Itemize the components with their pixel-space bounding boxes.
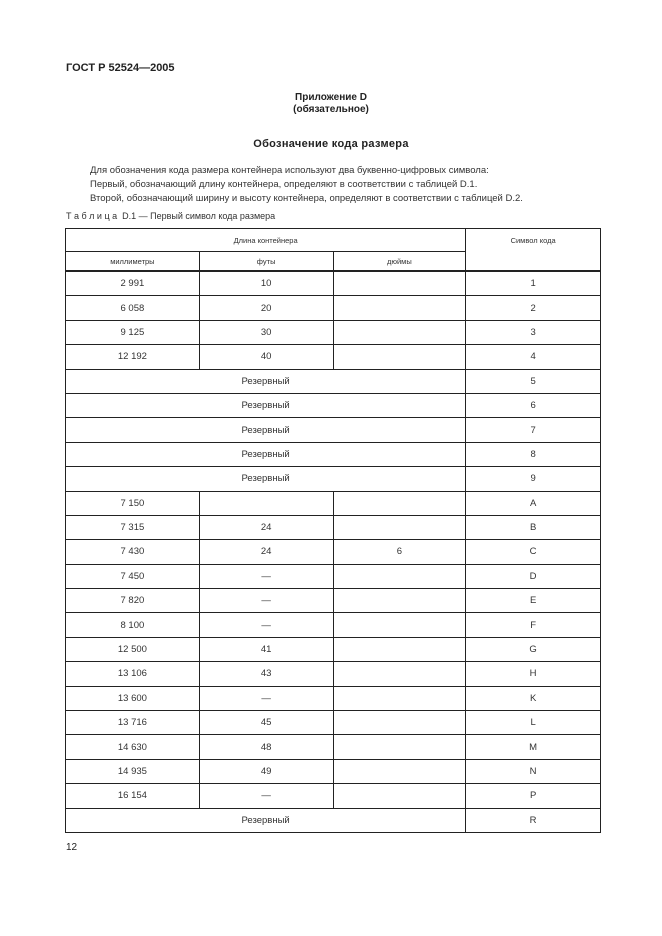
in-cell bbox=[333, 320, 466, 344]
mm-cell: 13 106 bbox=[66, 662, 200, 686]
mm-cell: 9 125 bbox=[66, 320, 200, 344]
mm-cell: 16 154 bbox=[66, 784, 200, 808]
table-row bbox=[66, 393, 601, 417]
mm-cell: 6 058 bbox=[66, 296, 200, 320]
mm-cell: 7 820 bbox=[66, 589, 200, 613]
ft-cell: 10 bbox=[199, 271, 333, 296]
code-cell: L bbox=[466, 711, 601, 735]
mm-cell: 2 991 bbox=[66, 271, 200, 296]
ft-cell: 24 bbox=[199, 540, 333, 564]
code-cell: K bbox=[466, 686, 601, 710]
code-cell: N bbox=[466, 759, 601, 783]
code-cell: H bbox=[466, 662, 601, 686]
in-cell bbox=[333, 296, 466, 320]
in-cell bbox=[333, 491, 466, 515]
doc-code: ГОСТ Р 52524—2005 bbox=[66, 62, 175, 74]
table-row bbox=[66, 711, 601, 735]
in-cell bbox=[333, 784, 466, 808]
mm-cell: 7 150 bbox=[66, 491, 200, 515]
reserved-cell: Резервный bbox=[66, 467, 466, 491]
ft-cell: 41 bbox=[199, 637, 333, 661]
table-row bbox=[66, 662, 601, 686]
mm-cell: 7 430 bbox=[66, 540, 200, 564]
table-row bbox=[66, 515, 601, 539]
mm-cell: 12 500 bbox=[66, 637, 200, 661]
appendix-title: Приложение D bbox=[295, 92, 367, 103]
reserved-cell: Резервный bbox=[66, 418, 466, 442]
mm-cell: 14 630 bbox=[66, 735, 200, 759]
column-header-mm: миллиметры bbox=[66, 252, 200, 272]
paragraph: Первый, обозначающий длину контейнера, определяют в соответствии с таблицей D.1. bbox=[90, 179, 478, 190]
code-cell: M bbox=[466, 735, 601, 759]
mm-cell: 13 716 bbox=[66, 711, 200, 735]
reserved-cell: Резервный bbox=[66, 393, 466, 417]
table-row bbox=[66, 686, 601, 710]
table-row bbox=[66, 637, 601, 661]
table-row bbox=[66, 808, 601, 832]
in-cell bbox=[333, 662, 466, 686]
page-number: 12 bbox=[66, 842, 78, 853]
ft-cell: — bbox=[199, 564, 333, 588]
code-cell: F bbox=[466, 613, 601, 637]
column-header-ft: футы bbox=[199, 252, 333, 272]
table-caption: Т а б л и ц а D.1 — Первый символ кода размера bbox=[66, 211, 276, 221]
in-cell bbox=[333, 589, 466, 613]
code-cell: D bbox=[466, 564, 601, 588]
table-row bbox=[66, 442, 601, 466]
in-cell bbox=[333, 564, 466, 588]
reserved-cell: Резервный bbox=[66, 369, 466, 393]
ft-cell: — bbox=[199, 686, 333, 710]
in-cell: 6 bbox=[333, 540, 466, 564]
code-cell: 9 bbox=[466, 467, 601, 491]
table-row bbox=[66, 369, 601, 393]
code-cell: R bbox=[466, 808, 601, 832]
table-row bbox=[66, 564, 601, 588]
column-header-in: дюймы bbox=[333, 252, 466, 272]
in-cell bbox=[333, 711, 466, 735]
code-cell: B bbox=[466, 515, 601, 539]
in-cell bbox=[333, 686, 466, 710]
table-row bbox=[66, 540, 601, 564]
code-cell: A bbox=[466, 491, 601, 515]
table-row bbox=[66, 759, 601, 783]
ft-cell: 43 bbox=[199, 662, 333, 686]
table-row bbox=[66, 345, 601, 369]
size-code-table bbox=[65, 228, 601, 833]
code-header: Символ кода bbox=[466, 229, 601, 272]
table-row bbox=[66, 491, 601, 515]
table-row bbox=[66, 296, 601, 320]
table-row bbox=[66, 613, 601, 637]
code-cell: 7 bbox=[466, 418, 601, 442]
paragraph: Второй, обозначающий ширину и высоту контейнера, определяют в соответствии с таблицей D.2. bbox=[90, 193, 523, 204]
table-row bbox=[66, 418, 601, 442]
section-title: Обозначение кода размера bbox=[253, 138, 409, 150]
in-cell bbox=[333, 271, 466, 296]
code-cell: 4 bbox=[466, 345, 601, 369]
ft-cell: 48 bbox=[199, 735, 333, 759]
ft-cell: 49 bbox=[199, 759, 333, 783]
in-cell bbox=[333, 735, 466, 759]
ft-cell: 40 bbox=[199, 345, 333, 369]
in-cell bbox=[333, 515, 466, 539]
code-cell: P bbox=[466, 784, 601, 808]
table-row bbox=[66, 735, 601, 759]
code-cell: E bbox=[466, 589, 601, 613]
table-row bbox=[66, 589, 601, 613]
ft-cell: — bbox=[199, 613, 333, 637]
ft-cell: 45 bbox=[199, 711, 333, 735]
in-cell bbox=[333, 759, 466, 783]
appendix-status: (обязательное) bbox=[293, 104, 369, 115]
mm-cell: 8 100 bbox=[66, 613, 200, 637]
ft-cell bbox=[199, 491, 333, 515]
mm-cell: 7 450 bbox=[66, 564, 200, 588]
reserved-cell: Резервный bbox=[66, 808, 466, 832]
ft-cell: — bbox=[199, 784, 333, 808]
code-cell: 8 bbox=[466, 442, 601, 466]
table-row bbox=[66, 320, 601, 344]
code-cell: G bbox=[466, 637, 601, 661]
code-cell: 3 bbox=[466, 320, 601, 344]
reserved-cell: Резервный bbox=[66, 442, 466, 466]
group-header: Длина контейнера bbox=[66, 229, 466, 252]
code-cell: 6 bbox=[466, 393, 601, 417]
ft-cell: 24 bbox=[199, 515, 333, 539]
mm-cell: 13 600 bbox=[66, 686, 200, 710]
ft-cell: 20 bbox=[199, 296, 333, 320]
intro-text bbox=[90, 164, 523, 206]
mm-cell: 14 935 bbox=[66, 759, 200, 783]
code-cell: 1 bbox=[466, 271, 601, 296]
in-cell bbox=[333, 637, 466, 661]
in-cell bbox=[333, 345, 466, 369]
table-row bbox=[66, 271, 601, 296]
table-row bbox=[66, 467, 601, 491]
table-row bbox=[66, 784, 601, 808]
mm-cell: 12 192 bbox=[66, 345, 200, 369]
code-cell: C bbox=[466, 540, 601, 564]
code-cell: 2 bbox=[466, 296, 601, 320]
ft-cell: 30 bbox=[199, 320, 333, 344]
paragraph: Для обозначения кода размера контейнера используют два буквенно-цифровых символа: bbox=[90, 165, 489, 176]
mm-cell: 7 315 bbox=[66, 515, 200, 539]
ft-cell: — bbox=[199, 589, 333, 613]
code-cell: 5 bbox=[466, 369, 601, 393]
in-cell bbox=[333, 613, 466, 637]
